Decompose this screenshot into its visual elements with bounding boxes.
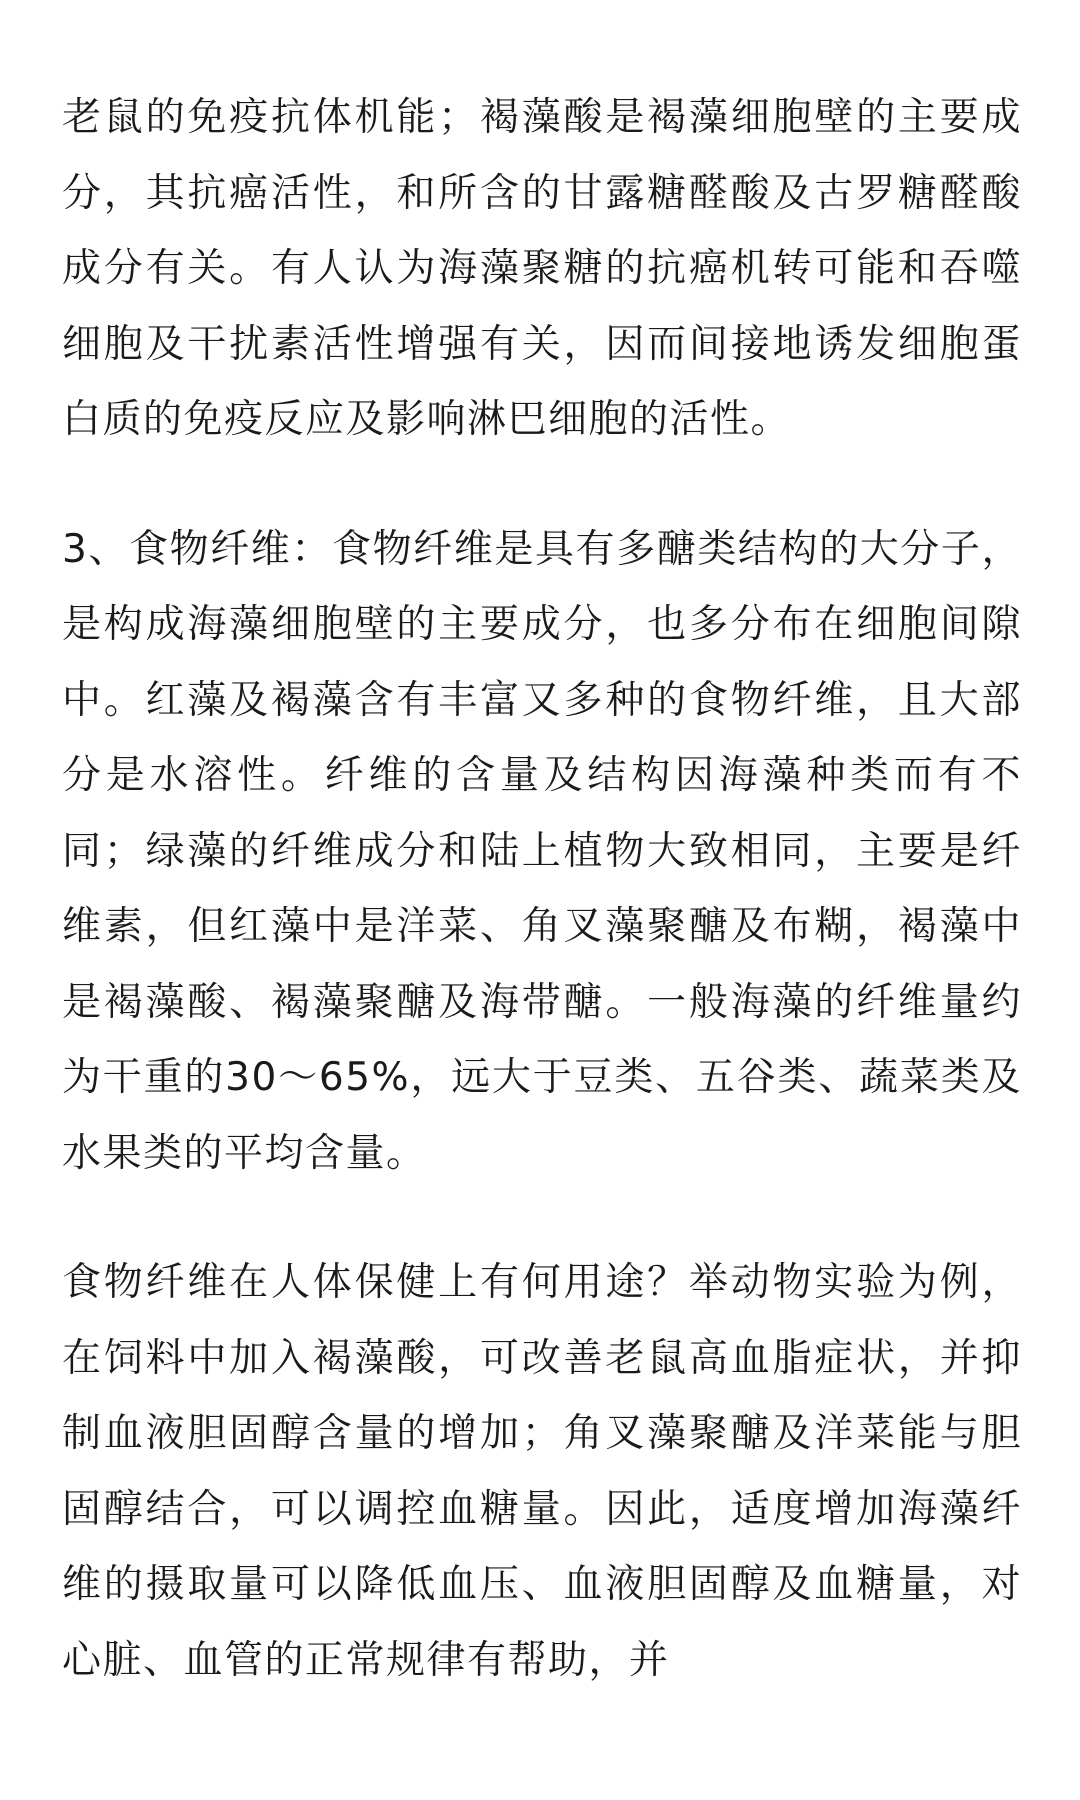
article-body [62,80,1022,1698]
paragraph-fiber-health-uses: 食物纤维在人体保健上有何用途？举动物实验为例，在饲料中加入褐藻酸，可改善老鼠高血脂症状，并抑制血液胆固醇含量的增加；角叉藻聚醣及洋菜能与胆固醇结合，可以调控血糖量。因此，适度增加海藻纤维的摄取量可以降低血压、血液胆固醇及血糖量，对心脏、血管的正常规律有帮助，并 [62,1260,1022,1683]
paragraph-immune-antitumor: 老鼠的免疫抗体机能；褐藻酸是褐藻细胞壁的主要成分，其抗癌活性，和所含的甘露糖醛酸及古罗糖醛酸成分有关。有人认为海藻聚糖的抗癌机转可能和吞噬细胞及干扰素活性增强有关，因而间接地诱发细胞蛋白质的免疫反应及影响淋巴细胞的活性。 [62,95,1022,442]
paragraph-dietary-fiber: 3、食物纤维：食物纤维是具有多醣类结构的大分子，是构成海藻细胞壁的主要成分，也多分布在细胞间隙中。红藻及褐藻含有丰富又多种的食物纤维，且大部分是水溶性。纤维的含量及结构因海藻种类而有不同；绿藻的纤维成分和陆上植物大致相同，主要是纤维素，但红藻中是洋菜、角叉藻聚醣及布糊，褐藻中是褐藻酸、褐藻聚醣及海带醣。一般海藻的纤维量约为干重的30～65%，远大于豆类、五谷类、蔬菜类及水果类的平均含量。 [62,526,1022,1176]
